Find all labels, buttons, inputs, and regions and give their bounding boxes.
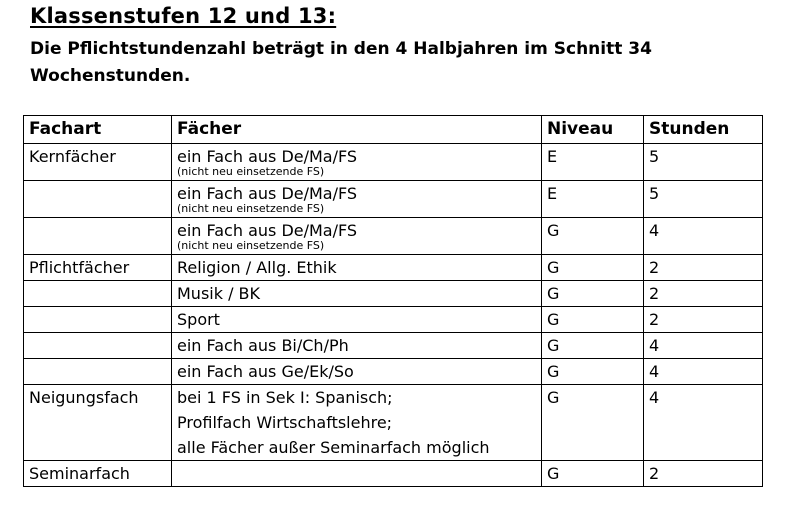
table-row (24, 307, 763, 333)
cell-fachart (24, 307, 172, 333)
cell-stunden: 2 (644, 255, 763, 281)
table-row (24, 218, 763, 255)
cell-niveau: E (542, 181, 644, 218)
header-niveau: Niveau (542, 116, 644, 144)
cell-fachart: Seminarfach (24, 461, 172, 487)
table-row (24, 255, 763, 281)
cell-stunden: 5 (644, 144, 763, 181)
table-row (24, 461, 763, 487)
subject-line: bei 1 FS in Sek I: Spanisch; (177, 388, 393, 407)
cell-faecher (172, 461, 542, 487)
table-row (24, 385, 763, 461)
cell-faecher: ein Fach aus Ge/Ek/So (172, 359, 542, 385)
cell-faecher (172, 181, 542, 218)
subject-text: ein Fach aus De/Ma/FS (177, 147, 358, 166)
cell-niveau: G (542, 218, 644, 255)
table-row (24, 144, 763, 181)
cell-faecher: Musik / BK (172, 281, 542, 307)
cell-fachart: Neigungsfach (24, 385, 172, 461)
cell-fachart (24, 218, 172, 255)
cell-stunden: 2 (644, 281, 763, 307)
subject-note: (nicht neu einsetzende FS) (177, 239, 325, 252)
cell-stunden: 4 (644, 333, 763, 359)
cell-faecher (172, 218, 542, 255)
header-faecher: Fächer (172, 116, 542, 144)
cell-fachart (24, 181, 172, 218)
cell-fachart: Kernfächer (24, 144, 172, 181)
cell-niveau: G (542, 333, 644, 359)
cell-niveau: G (542, 359, 644, 385)
cell-fachart: Pflichtfächer (24, 255, 172, 281)
cell-stunden: 4 (644, 359, 763, 385)
subject-text: ein Fach aus De/Ma/FS (177, 221, 358, 240)
cell-fachart (24, 333, 172, 359)
table-row (24, 181, 763, 218)
cell-stunden: 4 (644, 385, 763, 461)
cell-stunden: 5 (644, 181, 763, 218)
subject-line: Profilfach Wirtschaftslehre; (177, 413, 393, 432)
table-row (24, 359, 763, 385)
subject-note: (nicht neu einsetzende FS) (177, 165, 325, 178)
cell-faecher: Religion / Allg. Ethik (172, 255, 542, 281)
cell-faecher: Sport (172, 307, 542, 333)
subject-text: ein Fach aus De/Ma/FS (177, 184, 358, 203)
cell-fachart (24, 359, 172, 385)
cell-stunden: 2 (644, 307, 763, 333)
cell-niveau: G (542, 255, 644, 281)
table-row (24, 333, 763, 359)
cell-stunden: 2 (644, 461, 763, 487)
subjects-table (23, 115, 763, 487)
intro-text: Die Pflichtstundenzahl beträgt in den 4 Halbjahren im Schnitt 34 Wochenstunden. (30, 39, 652, 86)
header-stunden: Stunden (644, 116, 763, 144)
cell-fachart (24, 281, 172, 307)
cell-faecher: ein Fach aus Bi/Ch/Ph (172, 333, 542, 359)
cell-niveau: G (542, 307, 644, 333)
cell-niveau: G (542, 281, 644, 307)
cell-niveau: G (542, 385, 644, 461)
table-row (24, 281, 763, 307)
cell-faecher (172, 385, 542, 461)
cell-faecher (172, 144, 542, 181)
cell-niveau: G (542, 461, 644, 487)
subject-note: (nicht neu einsetzende FS) (177, 202, 325, 215)
header-fachart: Fachart (24, 116, 172, 144)
table-header-row (24, 116, 763, 144)
cell-niveau: E (542, 144, 644, 181)
page-heading: Klassenstufen 12 und 13: (30, 4, 337, 28)
subject-line: alle Fächer außer Seminarfach möglich (177, 438, 490, 457)
cell-stunden: 4 (644, 218, 763, 255)
